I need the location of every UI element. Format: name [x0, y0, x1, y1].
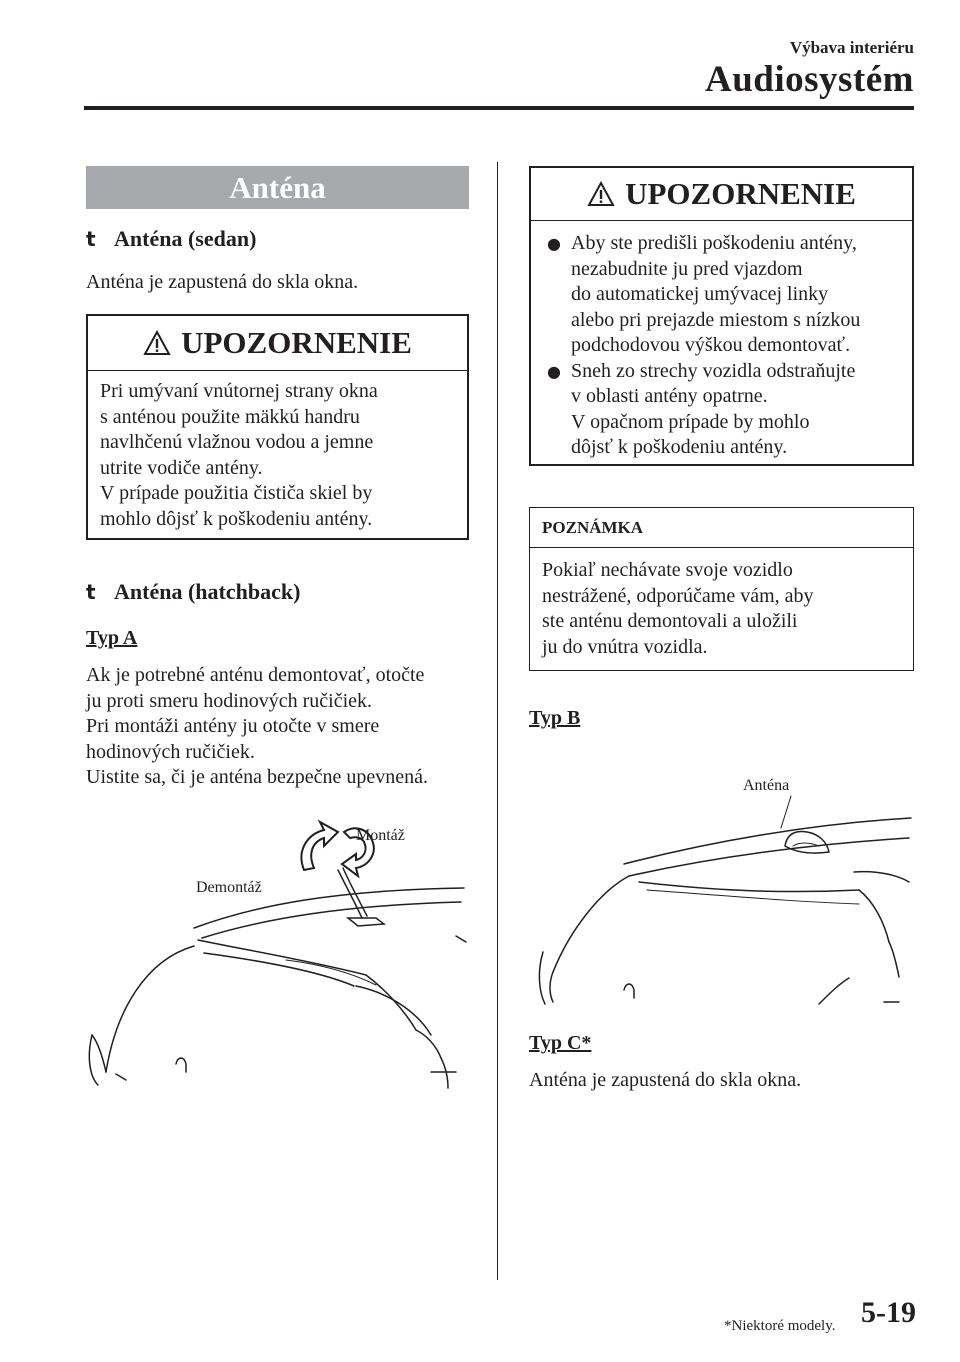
text-line: V opačnom prípade by mohlo — [571, 410, 810, 433]
caution-line: utrite vodiče antény. — [100, 456, 263, 479]
text-line: ju do vnútra vozidla. — [542, 635, 708, 658]
text-line: Uistite sa, či je anténa bezpečne upevnená. — [86, 766, 429, 788]
text-line: Aby ste predišli poškodeniu antény, — [571, 232, 857, 254]
sedan-heading-text: Anténa (sedan) — [114, 226, 257, 251]
car-rear-illustration — [529, 772, 914, 1008]
caution-item — [543, 231, 900, 359]
caution-title: UPOZORNENIE — [181, 325, 412, 360]
text-line: ju proti smeru hodinových ručičiek. — [86, 689, 373, 712]
caution-item — [543, 359, 900, 461]
text-line: alebo pri prejazde miestom s nízkou — [571, 308, 861, 331]
caution-line: navlhčenú vlažnou vodou a jemne — [100, 431, 374, 453]
caution-line: V prípade použitia čističa skiel by — [100, 482, 373, 504]
note-title: POZNÁMKA — [530, 508, 913, 548]
typ-a-text — [86, 663, 428, 791]
caution-body — [531, 221, 912, 469]
section-bullet-icon: t — [86, 580, 96, 604]
note-body — [530, 548, 913, 668]
running-section-label: Výbava interiéru — [789, 38, 914, 57]
bullet-dot-icon: ● — [547, 361, 561, 381]
car-rear-illustration — [86, 810, 469, 1090]
sedan-heading — [86, 226, 256, 252]
text-line: v oblasti antény opatrne. — [571, 385, 768, 407]
text-line: do automatickej umývacej linky — [571, 283, 829, 305]
hatchback-heading-text: Anténa (hatchback) — [114, 579, 301, 604]
caution-box-wash — [529, 166, 914, 466]
caution-body — [88, 371, 467, 540]
section-bullet-icon: t — [86, 227, 96, 251]
text-line: nestrážené, odporúčame vám, aby — [542, 584, 814, 607]
caution-list — [543, 231, 900, 461]
text-line: Pri montáži antény ju otočte v smere — [86, 715, 380, 737]
antenna-label: Anténa — [743, 777, 790, 794]
typ-b-label: Typ B — [529, 707, 581, 729]
caution-box-sedan — [86, 314, 469, 540]
caution-header — [88, 316, 467, 371]
sedan-text: Anténa je zapustená do skla okna. — [86, 271, 359, 293]
text-line: dôjsť k poškodeniu antény. — [571, 436, 788, 458]
text-line: Ak je potrebné anténu demontovať, otočte — [86, 664, 425, 686]
text-line: Sneh zo strechy vozidla odstraňujte — [571, 359, 856, 382]
text-line: podchodovou výškou demontovať. — [571, 334, 851, 356]
page-number: 5-19 — [861, 1296, 916, 1329]
figure-antenna-hatchback-a — [86, 810, 469, 1090]
bullet-dot-icon: ● — [547, 234, 561, 253]
figure-antenna-hatchback-b — [529, 772, 914, 1008]
caution-line: Pri umývaní vnútornej strany okna — [100, 380, 378, 402]
caution-line: s anténou použite mäkkú handru — [100, 405, 360, 428]
warning-icon — [143, 330, 171, 356]
running-chapter-title: Audiosystém — [704, 59, 914, 100]
typ-c-text: Anténa je zapustená do skla okna. — [529, 1069, 802, 1091]
section-banner: Anténa — [86, 166, 469, 209]
warning-icon — [587, 181, 615, 207]
column-divider — [497, 162, 498, 1280]
caution-line: mohlo dôjsť k poškodeniu antény. — [100, 507, 373, 530]
note-box — [529, 507, 914, 671]
footnote: *Niektoré modely. — [724, 1318, 836, 1334]
typ-a-label: Typ A — [86, 627, 138, 649]
text-line: hodinových ručičiek. — [86, 740, 255, 763]
remove-label: Demontáž — [196, 879, 262, 896]
text-line: Pokiaľ nechávate svoje vozidlo — [542, 559, 793, 581]
text-line: nezabudnite ju pred vjazdom — [571, 257, 803, 280]
header-rule — [84, 106, 914, 110]
hatchback-heading — [86, 579, 300, 605]
caution-header — [531, 168, 912, 221]
install-label: Montáž — [356, 827, 405, 844]
caution-title: UPOZORNENIE — [625, 176, 856, 211]
text-line: ste anténu demontovali a uložili — [542, 610, 798, 632]
typ-c-label: Typ C* — [529, 1032, 592, 1054]
